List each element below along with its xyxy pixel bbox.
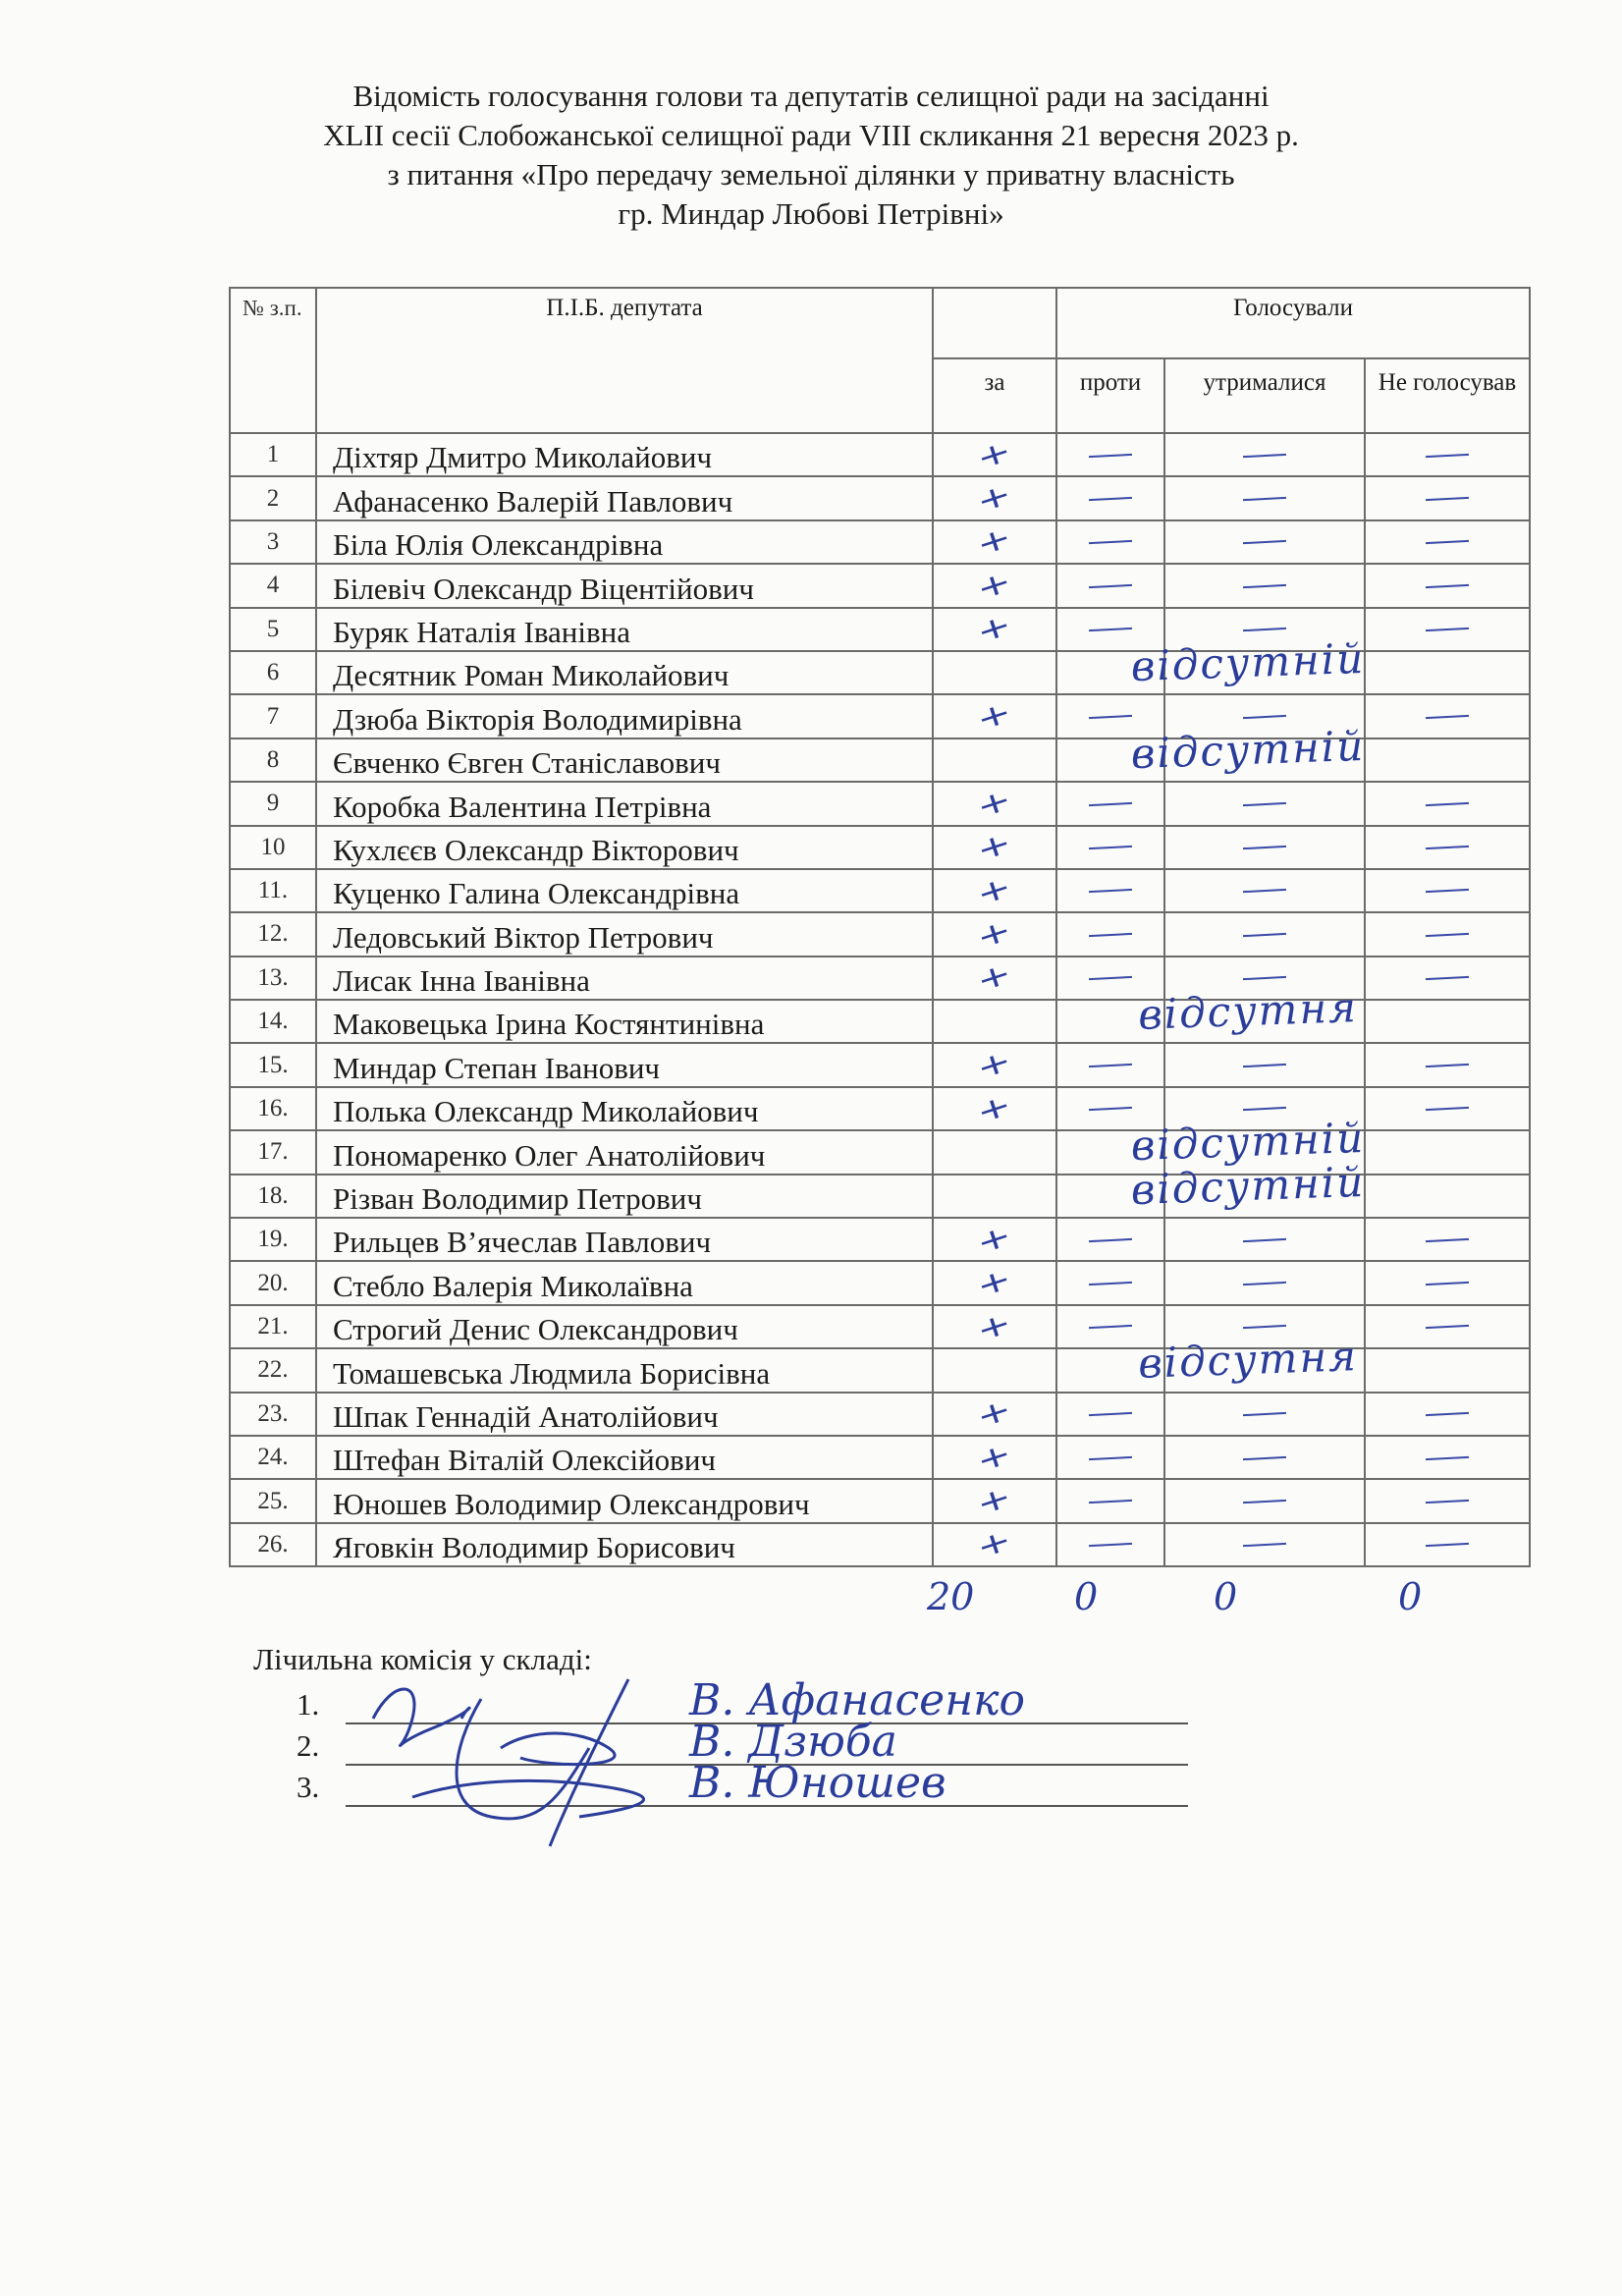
vote-not-voted-cell — [1365, 564, 1530, 607]
dash-mark — [1426, 1412, 1469, 1416]
vote-against-cell — [1056, 633, 1366, 694]
dash-mark — [1426, 453, 1469, 457]
vote-not-voted-cell — [1365, 912, 1530, 956]
dash-mark — [1089, 1064, 1132, 1067]
dash-mark — [1089, 1325, 1132, 1329]
vote-against-cell — [1056, 983, 1359, 1043]
vote-not-voted-cell — [1365, 1436, 1530, 1479]
dash-mark — [1243, 453, 1286, 457]
row-number: 22. — [230, 1348, 316, 1392]
table-row — [230, 869, 1530, 912]
dash-mark — [1089, 1107, 1132, 1111]
vote-abstained-cell — [1164, 1043, 1365, 1086]
vote-abstained-cell — [1164, 782, 1365, 825]
vote-abstained-cell — [1164, 912, 1365, 956]
dash-mark — [1243, 1064, 1286, 1067]
member-signature: В. Юношев — [689, 1758, 946, 1808]
dash-mark — [1089, 628, 1132, 631]
dash-mark — [1426, 846, 1469, 849]
vote-abstained-cell — [1164, 651, 1365, 694]
dash-mark — [1243, 976, 1286, 980]
dash-mark — [1426, 497, 1469, 501]
deputy-name: Кухлєєв Олександр Вікторович — [316, 826, 933, 869]
vote-against-cell — [1056, 826, 1164, 869]
vote-against-cell — [1056, 476, 1164, 519]
header-for: за — [933, 358, 1056, 433]
vote-not-voted-cell — [1365, 1479, 1530, 1522]
dash-mark — [1243, 1412, 1286, 1416]
vote-abstained-cell — [1164, 1436, 1365, 1479]
vote-abstained-cell — [1164, 1000, 1365, 1043]
dash-mark — [1243, 1455, 1286, 1459]
vote-against-cell — [1056, 1436, 1164, 1479]
vote-for-cell — [933, 564, 1056, 607]
dash-mark — [1426, 1237, 1469, 1241]
row-number: 11. — [230, 869, 316, 912]
row-number: 5 — [230, 608, 316, 651]
voting-table — [229, 287, 1531, 1567]
table-row — [230, 1479, 1530, 1522]
member-number: 1. — [297, 1687, 320, 1722]
deputy-name: Дзюба Вікторія Володимирівна — [316, 694, 933, 738]
dash-mark — [1243, 1237, 1286, 1241]
vote-not-voted-cell — [1365, 1261, 1530, 1304]
table-row — [230, 1523, 1530, 1566]
table-row — [230, 1000, 1530, 1043]
deputy-name: Маковецька Ірина Костянтинівна — [316, 1000, 933, 1043]
member-signature: В. Дзюба — [689, 1717, 897, 1767]
vote-not-voted-cell — [1365, 869, 1530, 912]
dash-mark — [1089, 933, 1132, 937]
deputy-name: Афанасенко Валерій Павлович — [316, 476, 933, 519]
vote-against-cell — [1056, 433, 1164, 476]
vote-not-voted-cell — [1365, 476, 1530, 519]
dash-mark — [1243, 801, 1286, 805]
table-row — [230, 782, 1530, 825]
vote-for-cell — [933, 1043, 1056, 1086]
dash-mark — [1089, 801, 1132, 805]
table-row — [230, 826, 1530, 869]
row-number: 10 — [230, 826, 316, 869]
plus-mark: + — [972, 1086, 1017, 1131]
dash-mark — [1089, 1455, 1132, 1459]
title-line-4: гр. Миндар Любові Петрівні» — [618, 196, 1004, 231]
vote-for-cell — [933, 1436, 1056, 1479]
vote-not-voted-cell — [1365, 433, 1530, 476]
plus-mark: + — [972, 869, 1017, 913]
dash-mark — [1243, 1325, 1286, 1329]
deputy-name: Діхтяр Дмитро Миколайович — [316, 433, 933, 476]
vote-abstained-cell — [1164, 869, 1365, 912]
vote-abstained-cell — [1164, 1479, 1365, 1522]
vote-against-cell — [1056, 912, 1164, 956]
dash-mark — [1426, 1282, 1469, 1285]
dash-mark — [1089, 715, 1132, 719]
vote-against-cell — [1056, 1479, 1164, 1522]
table-row — [230, 1175, 1530, 1218]
member-number: 3. — [297, 1770, 320, 1804]
table-body — [230, 433, 1530, 1566]
document-title — [0, 77, 1622, 234]
vote-for-cell — [933, 912, 1056, 956]
deputy-name: Білевіч Олександр Віцентійович — [316, 564, 933, 607]
vote-for-cell — [933, 1261, 1056, 1304]
row-number: 23. — [230, 1393, 316, 1436]
row-number: 25. — [230, 1479, 316, 1522]
dash-mark — [1426, 1543, 1469, 1547]
plus-mark: + — [972, 476, 1017, 520]
plus-mark: + — [972, 1479, 1017, 1523]
vote-for-cell — [933, 957, 1056, 1000]
row-number: 4 — [230, 564, 316, 607]
dash-mark — [1426, 801, 1469, 805]
vote-abstained-cell — [1164, 826, 1365, 869]
dash-mark — [1243, 540, 1286, 544]
row-number: 13. — [230, 957, 316, 1000]
title-line-1: Відомість голосування голови та депутатів селищної ради на засіданні — [352, 79, 1270, 113]
deputy-name: Стебло Валерія Миколаївна — [316, 1261, 933, 1304]
vote-not-voted-cell — [1365, 1348, 1530, 1392]
dash-mark — [1426, 584, 1469, 588]
row-number: 1 — [230, 433, 316, 476]
handwritten-signatures-image — [353, 1660, 707, 1856]
row-number: 14. — [230, 1000, 316, 1043]
vote-against-cell — [1056, 1393, 1164, 1436]
dash-mark — [1243, 584, 1286, 588]
title-line-3: з питання «Про передачу земельної ділянки у приватну власність — [387, 157, 1235, 191]
vote-for-cell — [933, 694, 1056, 738]
vote-against-cell — [1056, 1218, 1164, 1261]
vote-abstained-cell — [1164, 1261, 1365, 1304]
dash-mark — [1243, 1543, 1286, 1547]
title-line-2: XLII сесії Слобожанської селищної ради VIII скликання 21 вересня 2023 р. — [323, 118, 1299, 152]
dash-mark — [1243, 1282, 1286, 1285]
header-not-voted: Не голосував — [1365, 358, 1530, 433]
vote-abstained-cell — [1164, 1218, 1365, 1261]
table-row — [230, 912, 1530, 956]
vote-not-voted-cell — [1365, 1175, 1530, 1218]
table-row — [230, 476, 1530, 519]
plus-mark: + — [972, 956, 1017, 1000]
deputy-name: Томашевська Людмила Борисівна — [316, 1348, 933, 1392]
plus-mark: + — [972, 1522, 1017, 1567]
deputy-name: Десятник Роман Миколайович — [316, 651, 933, 694]
vote-for-cell — [933, 608, 1056, 651]
row-number: 20. — [230, 1261, 316, 1304]
table-row — [230, 1043, 1530, 1086]
vote-not-voted-cell — [1365, 1393, 1530, 1436]
absent-note: відсутній — [1130, 1114, 1366, 1171]
dash-mark — [1426, 1064, 1469, 1067]
total-for: 20 — [927, 1575, 975, 1618]
header-empty — [933, 288, 1056, 358]
dash-mark — [1089, 453, 1132, 457]
vote-against-cell — [1056, 1261, 1164, 1304]
row-number: 2 — [230, 476, 316, 519]
table-row — [230, 1348, 1530, 1392]
table-row — [230, 433, 1530, 476]
commission-label: Лічильна комісія у складі: — [253, 1642, 592, 1676]
deputy-name: Біла Юлія Олександрівна — [316, 520, 933, 564]
deputy-name: Шпак Геннадій Анатолійович — [316, 1393, 933, 1436]
row-number: 3 — [230, 520, 316, 564]
dash-mark — [1243, 933, 1286, 937]
dash-mark — [1426, 1500, 1469, 1503]
vote-not-voted-cell — [1365, 1523, 1530, 1566]
header-name: П.І.Б. депутата — [316, 288, 933, 433]
deputy-name: Яговкін Володимир Борисович — [316, 1523, 933, 1566]
row-number: 24. — [230, 1436, 316, 1479]
member-signature: В. Афанасенко — [689, 1675, 1025, 1725]
vote-for-cell — [933, 433, 1056, 476]
dash-mark — [1426, 1455, 1469, 1459]
vote-abstained-cell — [1164, 433, 1365, 476]
deputy-name: Євченко Євген Станіславович — [316, 738, 933, 782]
dash-mark — [1089, 1237, 1132, 1241]
row-number: 6 — [230, 651, 316, 694]
vote-for-cell — [933, 1393, 1056, 1436]
deputy-name: Буряк Наталія Іванівна — [316, 608, 933, 651]
row-number: 16. — [230, 1087, 316, 1130]
plus-mark: + — [972, 1436, 1017, 1480]
dash-mark — [1089, 497, 1132, 501]
dash-mark — [1426, 889, 1469, 893]
plus-mark: + — [972, 782, 1017, 826]
vote-not-voted-cell — [1365, 1000, 1530, 1043]
member-number: 2. — [297, 1728, 320, 1763]
plus-mark: + — [972, 1304, 1017, 1349]
deputy-name: Лисак Інна Іванівна — [316, 957, 933, 1000]
dash-mark — [1089, 1412, 1132, 1416]
row-number: 21. — [230, 1305, 316, 1348]
plus-mark: + — [972, 694, 1017, 738]
deputy-name: Строгий Денис Олександрович — [316, 1305, 933, 1348]
dash-mark — [1243, 497, 1286, 501]
row-number: 26. — [230, 1523, 316, 1566]
vote-abstained-cell — [1164, 1393, 1365, 1436]
absent-note: відсутня — [1137, 1332, 1359, 1389]
vote-abstained-cell — [1164, 1348, 1365, 1392]
plus-mark: + — [972, 1043, 1017, 1087]
vote-against-cell — [1056, 721, 1366, 782]
plus-mark: + — [972, 519, 1017, 565]
plus-mark: + — [972, 1261, 1017, 1305]
row-number: 9 — [230, 782, 316, 825]
dash-mark — [1089, 540, 1132, 544]
plus-mark: + — [972, 564, 1017, 608]
vote-abstained-cell — [1164, 520, 1365, 564]
header-number: № з.п. — [230, 288, 316, 433]
header-abstained: утрималися — [1164, 358, 1365, 433]
vote-abstained-cell — [1164, 476, 1365, 519]
vote-abstained-cell — [1164, 1523, 1365, 1566]
vote-abstained-cell — [1164, 564, 1365, 607]
dash-mark — [1089, 584, 1132, 588]
vote-for-cell — [933, 782, 1056, 825]
vote-for-cell — [933, 826, 1056, 869]
absent-note: відсутній — [1130, 721, 1366, 778]
vote-against-cell — [1056, 1523, 1164, 1566]
deputy-name: Рильцев В’ячеслав Павлович — [316, 1218, 933, 1261]
dash-mark — [1243, 715, 1286, 719]
table-row — [230, 738, 1530, 782]
total-against: 0 — [1074, 1575, 1099, 1618]
dash-mark — [1089, 976, 1132, 980]
vote-for-cell — [933, 476, 1056, 519]
deputy-name: Миндар Степан Іванович — [316, 1043, 933, 1086]
dash-mark — [1426, 933, 1469, 937]
dash-mark — [1089, 1543, 1132, 1547]
plus-mark: + — [972, 912, 1017, 957]
plus-mark: + — [972, 1218, 1017, 1262]
table-row — [230, 1393, 1530, 1436]
plus-mark: + — [972, 607, 1017, 651]
vote-against-cell — [1056, 520, 1164, 564]
vote-against-cell — [1056, 869, 1164, 912]
vote-against-cell — [1056, 1043, 1164, 1086]
dash-mark — [1243, 846, 1286, 849]
vote-not-voted-cell — [1365, 826, 1530, 869]
absent-note: відсутній — [1130, 633, 1366, 691]
vote-against-cell — [1056, 1157, 1366, 1218]
table-row — [230, 651, 1530, 694]
vote-not-voted-cell — [1365, 782, 1530, 825]
vote-against-cell — [1056, 564, 1164, 607]
row-number: 7 — [230, 694, 316, 738]
dash-mark — [1426, 540, 1469, 544]
row-number: 19. — [230, 1218, 316, 1261]
dash-mark — [1089, 889, 1132, 893]
table-row — [230, 1261, 1530, 1304]
vote-not-voted-cell — [1365, 1218, 1530, 1261]
table-row — [230, 564, 1530, 607]
vote-not-voted-cell — [1365, 651, 1530, 694]
dash-mark — [1089, 846, 1132, 849]
header-against: проти — [1056, 358, 1164, 433]
row-number: 12. — [230, 912, 316, 956]
plus-mark: + — [972, 825, 1017, 869]
dash-mark — [1243, 889, 1286, 893]
deputy-name: Різван Володимир Петрович — [316, 1175, 933, 1218]
vote-abstained-cell — [1164, 1175, 1365, 1218]
row-number: 15. — [230, 1043, 316, 1086]
row-number: 8 — [230, 738, 316, 782]
deputy-name: Коробка Валентина Петрівна — [316, 782, 933, 825]
vote-against-cell — [1056, 782, 1164, 825]
vote-for-cell — [933, 1218, 1056, 1261]
dash-mark — [1243, 628, 1286, 631]
deputy-name: Штефан Віталій Олексійович — [316, 1436, 933, 1479]
deputy-name: Полька Олександр Миколайович — [316, 1087, 933, 1130]
vote-for-cell — [933, 869, 1056, 912]
vote-for-cell — [933, 1479, 1056, 1522]
dash-mark — [1089, 1500, 1132, 1503]
deputy-name: Ледовський Віктор Петрович — [316, 912, 933, 956]
dash-mark — [1089, 1282, 1132, 1285]
absent-note: відсутній — [1130, 1157, 1366, 1214]
total-not-voted: 0 — [1398, 1575, 1423, 1618]
deputy-name: Юношев Володимир Олександрович — [316, 1479, 933, 1522]
plus-mark: + — [972, 433, 1017, 477]
vote-not-voted-cell — [1365, 738, 1530, 782]
dash-mark — [1243, 1107, 1286, 1111]
plus-mark: + — [972, 1392, 1017, 1436]
vote-abstained-cell — [1164, 738, 1365, 782]
absent-note: відсутня — [1137, 983, 1359, 1039]
deputy-name: Куценко Галина Олександрівна — [316, 869, 933, 912]
vote-not-voted-cell — [1365, 1043, 1530, 1086]
vote-not-voted-cell — [1365, 520, 1530, 564]
header-voted: Голосували — [1056, 288, 1530, 358]
row-number: 17. — [230, 1130, 316, 1174]
vote-for-cell — [933, 1523, 1056, 1566]
table-row — [230, 520, 1530, 564]
deputy-name: Пономаренко Олег Анатолійович — [316, 1130, 933, 1174]
vote-against-cell — [1056, 1332, 1359, 1392]
dash-mark — [1243, 1500, 1286, 1503]
vote-for-cell — [933, 520, 1056, 564]
total-abstained: 0 — [1214, 1575, 1238, 1618]
row-number: 18. — [230, 1175, 316, 1218]
table-row — [230, 1218, 1530, 1261]
table-row — [230, 1436, 1530, 1479]
